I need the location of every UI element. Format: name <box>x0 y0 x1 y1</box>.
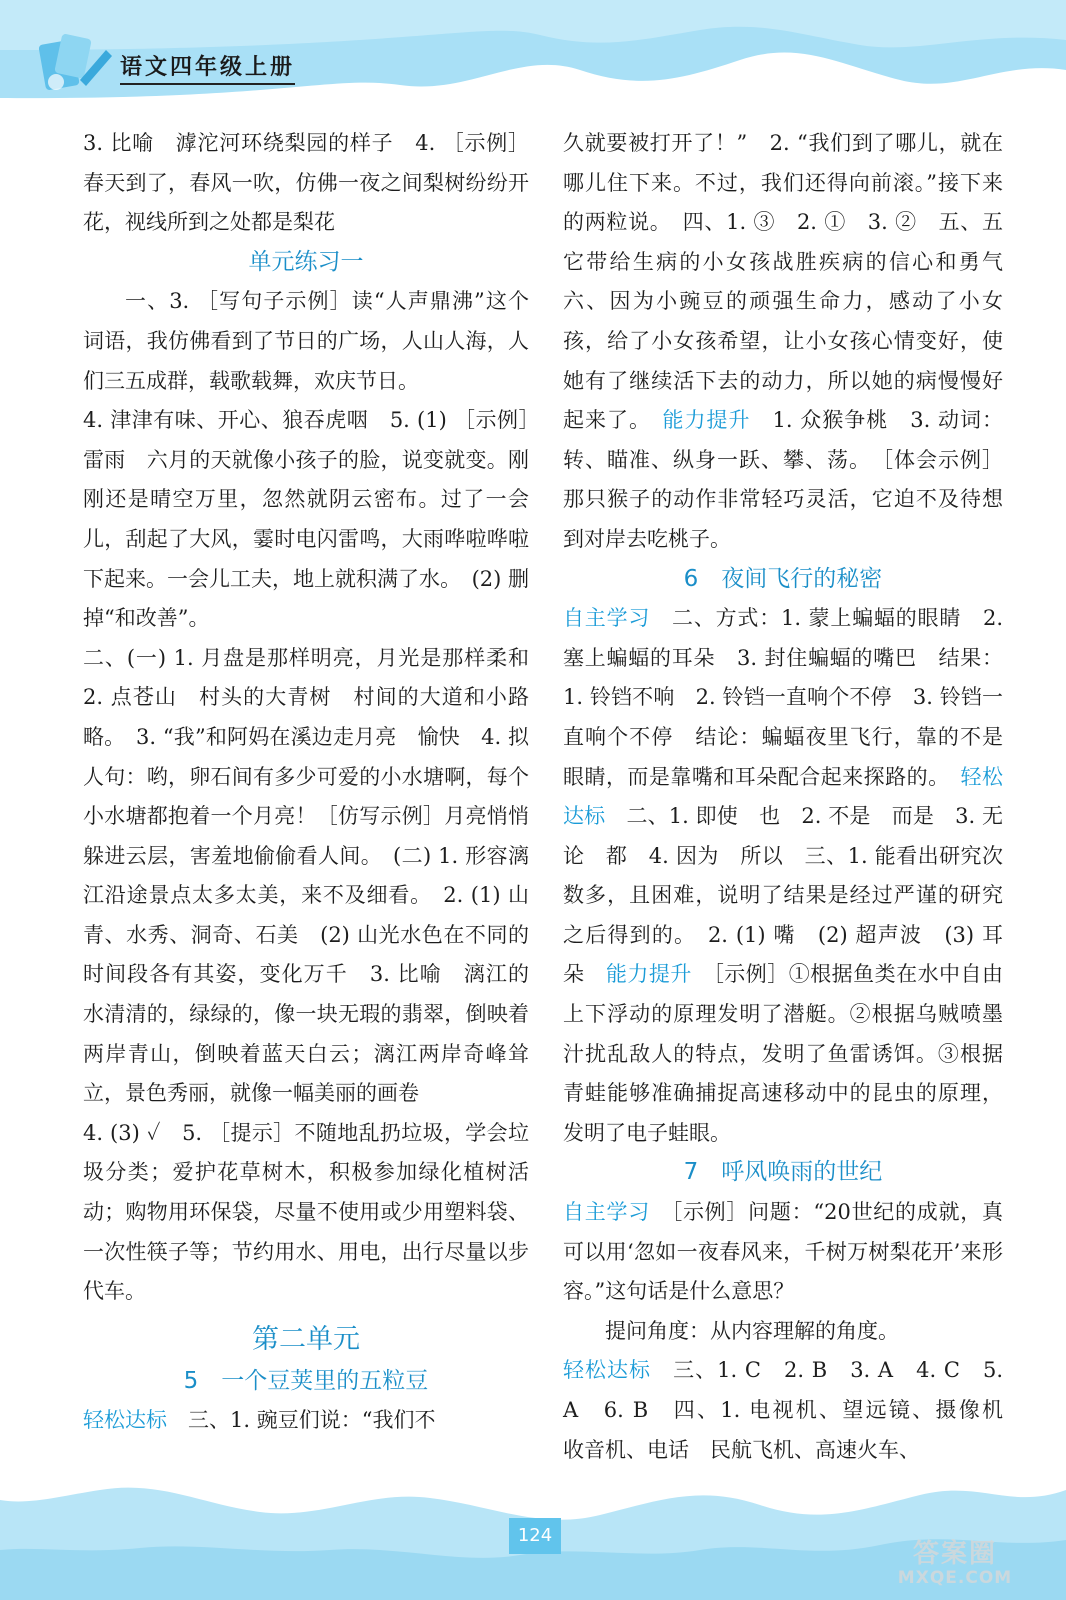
section-tag: 自主学习 <box>563 606 651 631</box>
section-heading: 单元练习一 <box>248 248 364 275</box>
answer-paragraph: 久就要被打开了！” 2. “我们到了哪儿，就在哪儿住下来。不过，我们还得向前滚。”接下来的两粒说。 四、1. ③ 2. ① 3. ② 五、五 它带给生病的小女孩战胜疾病的信心和勇气 六、因为小豌豆的顽强生命力，感动了小女孩，给了小女孩希望，让小女孩心情变好，使她有了继续活下去的动力，所以她的病慢慢好起来了。 能力提升 1. 众猴争桃 3. 动词：转、瞄准、纵身一跃、攀、荡。 ［体会示例］那只猴子的动作非常轻巧灵活，它迫不及待想到对岸去吃桃子。 <box>563 131 1024 551</box>
unit-heading: 第二单元 <box>252 1323 360 1355</box>
right-column <box>563 124 1024 1470</box>
answer-paragraph: 3. 比喻 滹沱河环绕梨园的样子 4. ［示例］春天到了，春风一吹，仿佛一夜之间梨树纷纷开花，视线所到之处都是梨花 <box>83 131 529 235</box>
answer-paragraph: 自主学习 ［示例］问题：“20世纪的成就，真可以用‘忽如一夜春风来，千树万树梨花开’来形容。”这句话是什么意思？ <box>563 1200 1004 1304</box>
watermark <box>880 1540 1030 1588</box>
answer-paragraph: 自主学习 二、方式：1. 蒙上蝙蝠的眼睛 2. 塞上蝙蝠的耳朵 3. 封住蝙蝠的嘴巴 结果：1. 铃铛不响 2. 铃铛一直响个不停 3. 铃铛一直响个不停 结论：蝙蝠夜里飞行，靠的不是眼睛，而是靠嘴和耳朵配合起来探路的。 轻松达标 二、1. 即使 也 2. 不是 而是 3. 无论 都 4. 因为 所以 三、1. 能看出研究次数多，且困难，说明了结果是经过严谨的研究之后得到的。 2. (1) 嘴 (2) 超声波 (3) 耳朵 能力提升 ［示例］①根据鱼类在水中自由上下浮动的原理发明了潜艇。②根据乌贼喷墨汁扰乱敌人的特点，发明了鱼雷诱饵。③根据青蛙能够准确捕捉高速移动中的昆虫的原理，发明了电子蛙眼。 <box>563 606 1004 1145</box>
left-column <box>83 124 550 1441</box>
section-tag: 能力提升 <box>605 962 692 987</box>
section-tag: 自主学习 <box>563 1200 650 1225</box>
answer-paragraph: 轻松达标 三、1. C 2. B 3. A 4. C 5. A 6. B 四、1. 电视机、望远镜、摄像机 收音机、电话 民航飞机、高速火车、 <box>563 1358 1024 1462</box>
answer-paragraph: 轻松达标 三、1. 豌豆们说：“我们不 <box>83 1408 436 1433</box>
section-tag: 轻松达标 <box>83 1408 167 1433</box>
page-number: 124 <box>509 1518 561 1554</box>
section-tag: 能力提升 <box>662 408 751 433</box>
answer-paragraph: 提问角度：从内容理解的角度。 <box>605 1318 899 1343</box>
answer-paragraph: 4. (3) ✓ 5. ［提示］不随地乱扔垃圾，学会垃圾分类；爱护花草树木，积极参加绿化植树活动；购物用环保袋，尽量不使用或少用塑料袋、一次性筷子等；节约用水、用电，出行尽量以步代车。 <box>83 1120 529 1304</box>
watermark-bottom: MXQE.COM <box>897 1568 1013 1588</box>
book-title: 语文四年级上册 <box>120 50 295 85</box>
answer-paragraph: 4. 津津有味、开心、狼吞虎咽 5. (1) ［示例］雷雨 六月的天就像小孩子的脸，说变就变。刚刚还是晴空万里，忽然就阴云密布。过了一会儿，刮起了大风，霎时电闪雷鸣，大雨哗啦哗啦下起来。一会儿工夫，地上就积满了水。 (2) 删掉“和改善”。 <box>83 408 529 631</box>
answer-paragraph: 二、(一) 1. 月盘是那样明亮，月光是那样柔和 2. 点苍山 村头的大青树 村间的大道和小路 略。 3. “我”和阿妈在溪边走月亮 愉快 4. 拟人句：哟，卵石间有多少可爱的小水塘啊，每个小水塘都抱着一个月亮！［仿写示例］月亮悄悄躲进云层，害羞地偷偷看人间。 (二) 1. 形容漓江沿途景点太多太美，来不及细看。 2. (1) 山青、水秀、洞奇、石美 (2) 山光水色在不同的时间段各有其姿，变化万千 3. 比喻 漓江的水清清的，绿绿的，像一块无瑕的翡翠，倒映着两岸青山，倒映着蓝天白云；漓江两岸奇峰耸立，景色秀丽，就像一幅美丽的画卷 <box>83 645 550 1106</box>
section-tag: 轻松达标 <box>563 1358 652 1383</box>
section-tag: 轻松达标 <box>563 764 1004 829</box>
answer-paragraph: 一、3. ［写句子示例］读“人声鼎沸”这个词语，我仿佛看到了节日的广场，人山人海，人们三五成群，载歌载舞，欢庆节日。 <box>83 289 529 393</box>
book-logo-icon <box>36 28 116 98</box>
watermark-top: 答案圈 <box>912 1539 997 1569</box>
lesson-heading: 6 夜间飞行的秘密 <box>683 565 883 592</box>
lesson-heading: 5 一个豆荚里的五粒豆 <box>183 1367 429 1394</box>
lesson-heading: 7 呼风唤雨的世纪 <box>683 1159 883 1186</box>
